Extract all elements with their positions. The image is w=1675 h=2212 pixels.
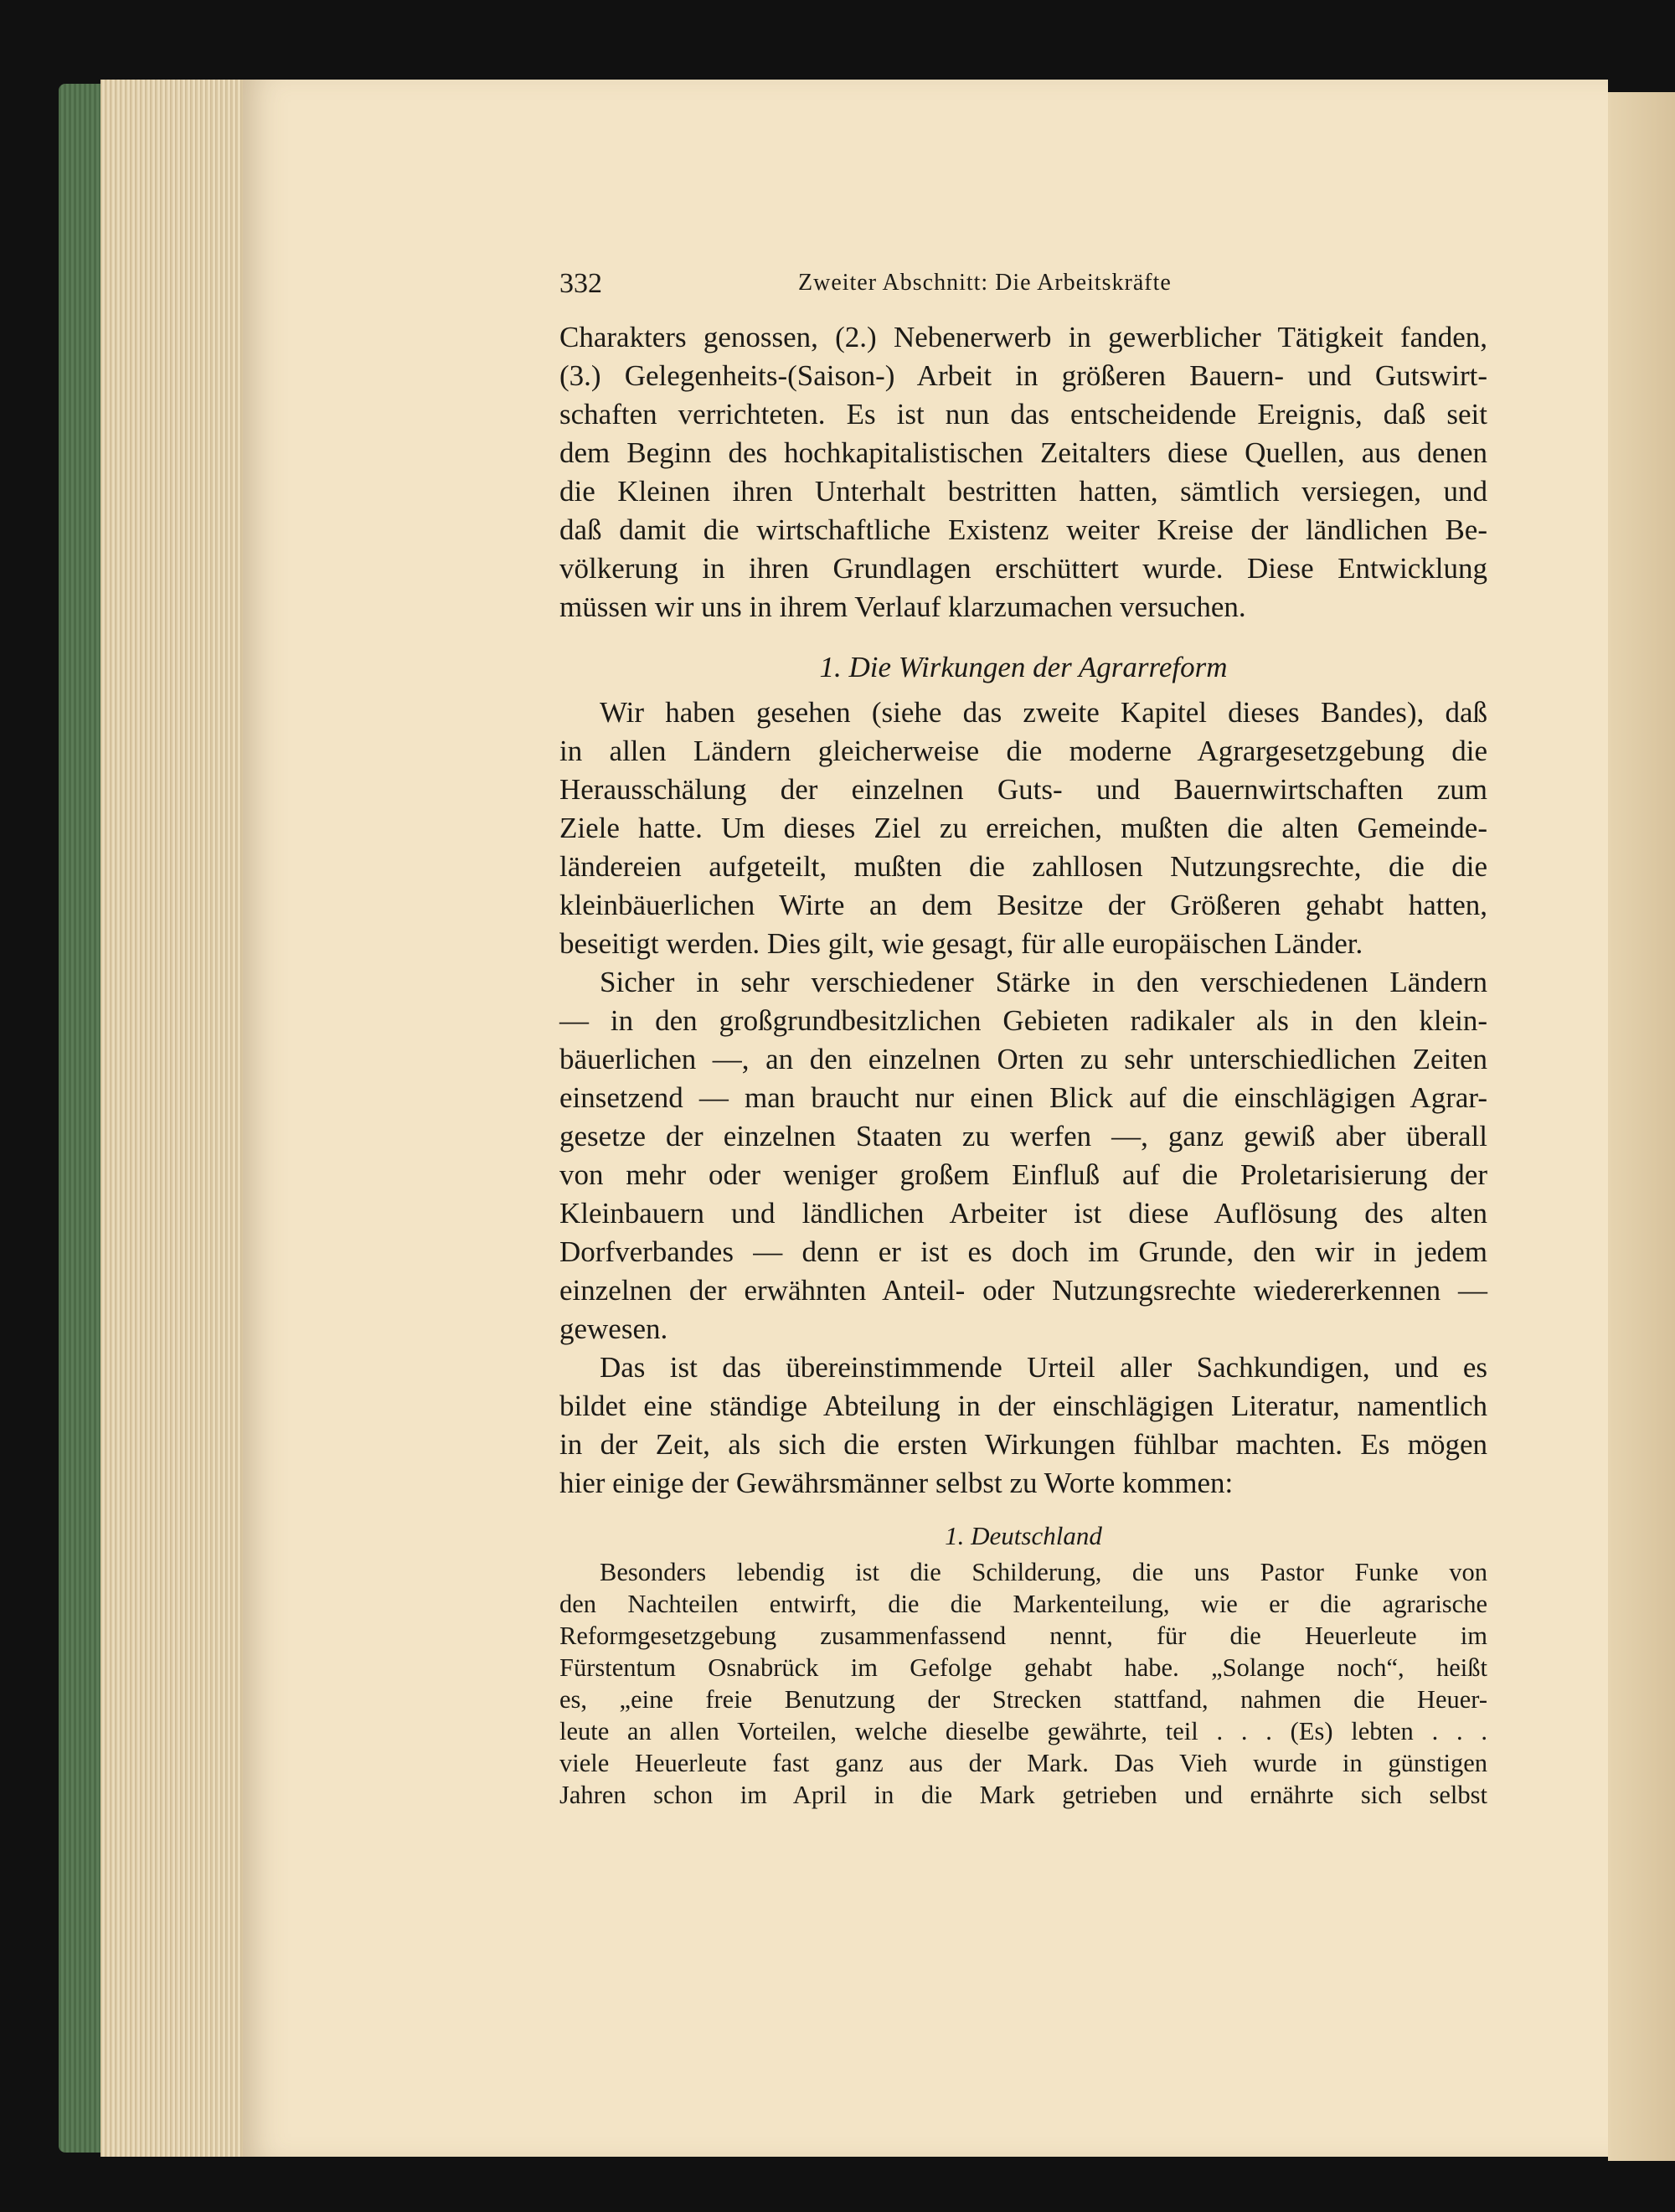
paragraph-1 (559, 318, 1487, 626)
text-line: es, „eine freie Benutzung der Strecken stattfand, nahmen die Heuer- (559, 1685, 1487, 1714)
text-line: Dorfverbandes — denn er ist es doch im Grunde, den wir in jedem (559, 1235, 1487, 1268)
text-line: Reformgesetzgebung zusammenfassend nennt, für die Heuerleute im (559, 1622, 1487, 1650)
text-line: schaften verrichteten. Es ist nun das entscheidende Ereignis, daß seit (559, 398, 1487, 431)
text-line: ländereien aufgeteilt, mußten die zahllosen Nutzungsrechte, die die (559, 850, 1487, 883)
facing-page-edge (1608, 92, 1675, 2161)
text-line: einsetzend — man braucht nur einen Blick auf die einschlägigen Agrar- (559, 1081, 1487, 1114)
text-line: (3.) Gelegenheits-(Saison-) Arbeit in größeren Bauern- und Gutswirt- (559, 359, 1487, 392)
paragraph-2 (559, 694, 1487, 963)
text-line: Ziele hatte. Um dieses Ziel zu erreichen, mußten die alten Gemeinde- (559, 812, 1487, 844)
subsection-heading: 1. Deutschland (945, 1521, 1102, 1550)
text-line: gewesen. (559, 1312, 668, 1345)
page-content (559, 251, 1487, 1811)
text-line: müssen wir uns in ihrem Verlauf klarzumachen versuchen. (559, 590, 1246, 623)
text-line: Charakters genossen, (2.) Nebenerwerb in gewerblicher Tätigkeit fanden, (559, 321, 1487, 353)
text-line: leute an allen Vorteilen, welche dieselbe gewährte, teil . . . (Es) lebten . . . (559, 1717, 1487, 1745)
text-line: dem Beginn des hochkapitalistischen Zeitalters diese Quellen, aus denen (559, 436, 1487, 469)
page-edges (100, 80, 260, 2157)
text-line: in der Zeit, als sich die ersten Wirkungen fühlbar machten. Es mögen (559, 1428, 1487, 1461)
page-number: 332 (559, 268, 602, 299)
text-line: Kleinbauern und ländlichen Arbeiter ist diese Auflösung des alten (559, 1197, 1487, 1230)
text-line: völkerung in ihren Grundlagen erschüttert wurde. Diese Entwicklung (559, 552, 1487, 585)
text-line: hier einige der Gewährsmänner selbst zu Worte kommen: (559, 1467, 1234, 1499)
text-line: die Kleinen ihren Unterhalt bestritten hatten, sämtlich versiegen, und (559, 475, 1487, 508)
text-line: Sicher in sehr verschiedener Stärke in den verschiedenen Ländern (600, 966, 1487, 998)
text-line: — in den großgrundbesitzlichen Gebieten radikaler als in den klein- (559, 1004, 1487, 1037)
text-line: Herausschälung der einzelnen Guts- und Bauernwirtschaften zum (559, 773, 1487, 806)
text-line: beseitigt werden. Dies gilt, wie gesagt, für alle europäischen Länder. (559, 927, 1363, 960)
running-header-title: Zweiter Abschnitt: Die Arbeitskräfte (798, 270, 1172, 296)
text-line: Jahren schon im April in die Mark getrieben und ernährte sich selbst (559, 1781, 1487, 1809)
text-line: viele Heuerleute fast ganz aus der Mark. Das Vieh wurde in günstigen (559, 1749, 1487, 1777)
text-line: einzelnen der erwähnten Anteil- oder Nutzungsrechte wiedererkennen — (559, 1274, 1487, 1307)
text-line: kleinbäuerlichen Wirte an dem Besitze der Größeren gehabt hatten, (559, 889, 1487, 921)
paragraph-3 (559, 963, 1487, 1348)
text-line: bäuerlichen —, an den einzelnen Orten zu sehr unterschiedlichen Zeiten (559, 1043, 1487, 1075)
text-line: den Nachteilen entwirft, die die Markenteilung, wie er die agrarische (559, 1590, 1487, 1618)
text-line: daß damit die wirtschaftliche Existenz weiter Kreise der ländlichen Be- (559, 513, 1487, 546)
running-header (559, 268, 1487, 318)
text-line: Das ist das übereinstimmende Urteil aller Sachkundigen, und es (600, 1351, 1487, 1384)
paragraph-4 (559, 1348, 1487, 1503)
paragraph-5 (559, 1556, 1487, 1811)
text-line: gesetze der einzelnen Staaten zu werfen —, ganz gewiß aber überall (559, 1120, 1487, 1152)
text-line: Besonders lebendig ist die Schilderung, die uns Pastor Funke von (600, 1558, 1487, 1586)
section-heading: 1. Die Wirkungen der Agrarreform (819, 651, 1228, 683)
text-line: Fürstentum Osnabrück im Gefolge gehabt habe. „Solange noch“, heißt (559, 1653, 1487, 1682)
text-line: von mehr oder weniger großem Einfluß auf die Proletarisierung der (559, 1158, 1487, 1191)
text-line: bildet eine ständige Abteilung in der einschlägigen Literatur, namentlich (559, 1390, 1487, 1422)
text-line: Wir haben gesehen (siehe das zweite Kapitel dieses Bandes), daß (600, 696, 1487, 729)
text-line: in allen Ländern gleicherweise die moderne Agrargesetzgebung die (559, 735, 1487, 767)
